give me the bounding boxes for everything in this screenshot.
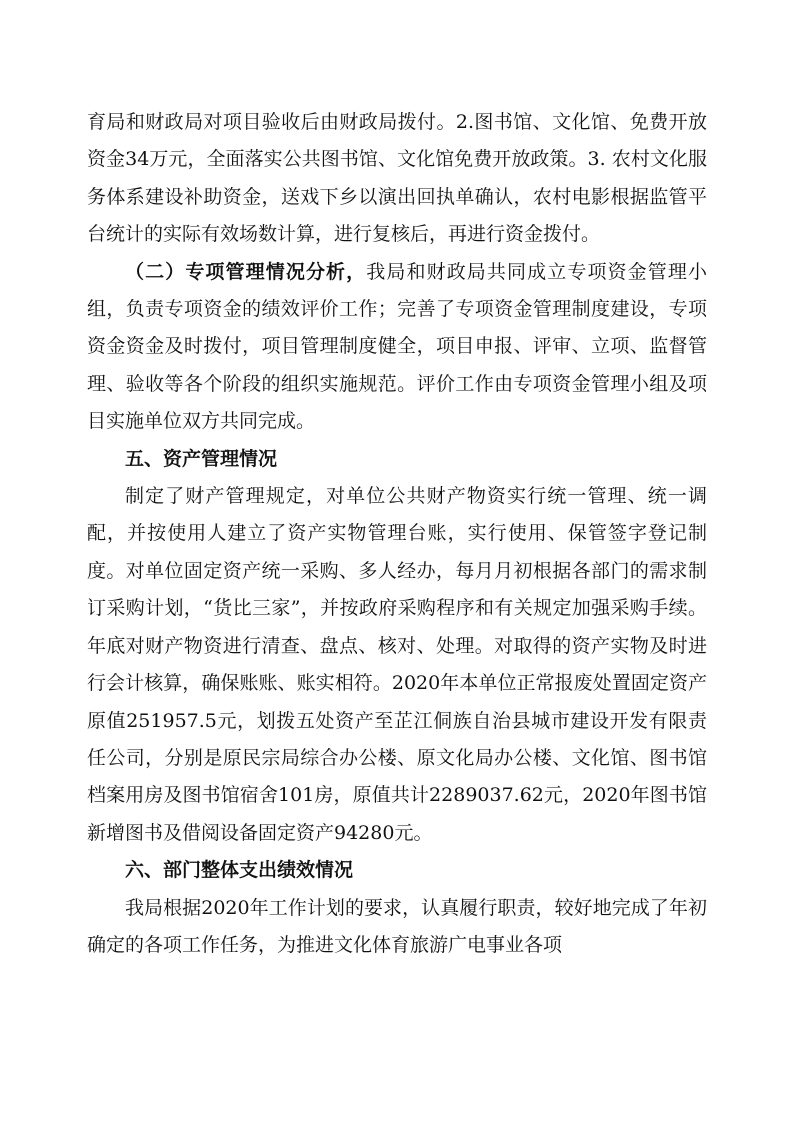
heading-overall-performance: 六、部门整体支出绩效情况 (125, 859, 354, 882)
paragraph-overall-performance: 我局根据2020年工作计划的要求，认真履行职责，较好地完成了年初确定的各项工作任务，为推进文化体育旅游广电事业各项 (87, 896, 707, 956)
heading-asset-management: 五、资产管理情况 (125, 447, 278, 470)
paragraph-special-management (87, 254, 707, 441)
paragraph-funding-details: 育局和财政局对项目验收后由财政局拨付。2.图书馆、文化馆、免费开放资金34万元，全面落实公共图书馆、文化馆免费开放政策。3. 农村文化服务体系建设补助资金，送戏下乡以演出回执单确认，农村电影根据监管平台统计的实际有效场数计算，进行复核后，再进行资金拨付。 (87, 111, 707, 246)
paragraph-special-management-body: 我局和财政局共同成立专项资金管理小组，负责专项资金的绩效评价工作；完善了专项资金管理制度建设，专项资金资金及时拨付，项目管理制度健全，项目申报、评审、立项、监督管理、验收等各个阶段的组织实施规范。评价工作由专项资金管理小组及项目实施单位双方共同完成。 (87, 260, 707, 433)
document-body (87, 104, 707, 964)
section-lead-special-management: （二）专项管理情况分析， (125, 260, 367, 283)
paragraph-asset-management: 制定了财产管理规定，对单位公共财产物资实行统一管理、统一调配，并按使用人建立了资产实物管理台账，实行使用、保管签字登记制度。对单位固定资产统一采购、多人经办，每月月初根据各部门的需求制订采购计划，“货比三家”，并按政府采购程序和有关规定加强采购手续。年底对财产物资进行清查、盘点、核对、处理。对取得的资产实物及时进行会计核算，确保账账、账实相符。2020年本单位正常报废处置固定资产原值251957.5元，划拨五处资产至芷江侗族自治县城市建设开发有限责任公司，分别是原民宗局综合办公楼、原文化局办公楼、文化馆、图书馆档案用房及图书馆宿舍101房，原值共计2289037.62元，2020年图书馆新增图书及借阅设备固定资产94280元。 (87, 485, 707, 844)
